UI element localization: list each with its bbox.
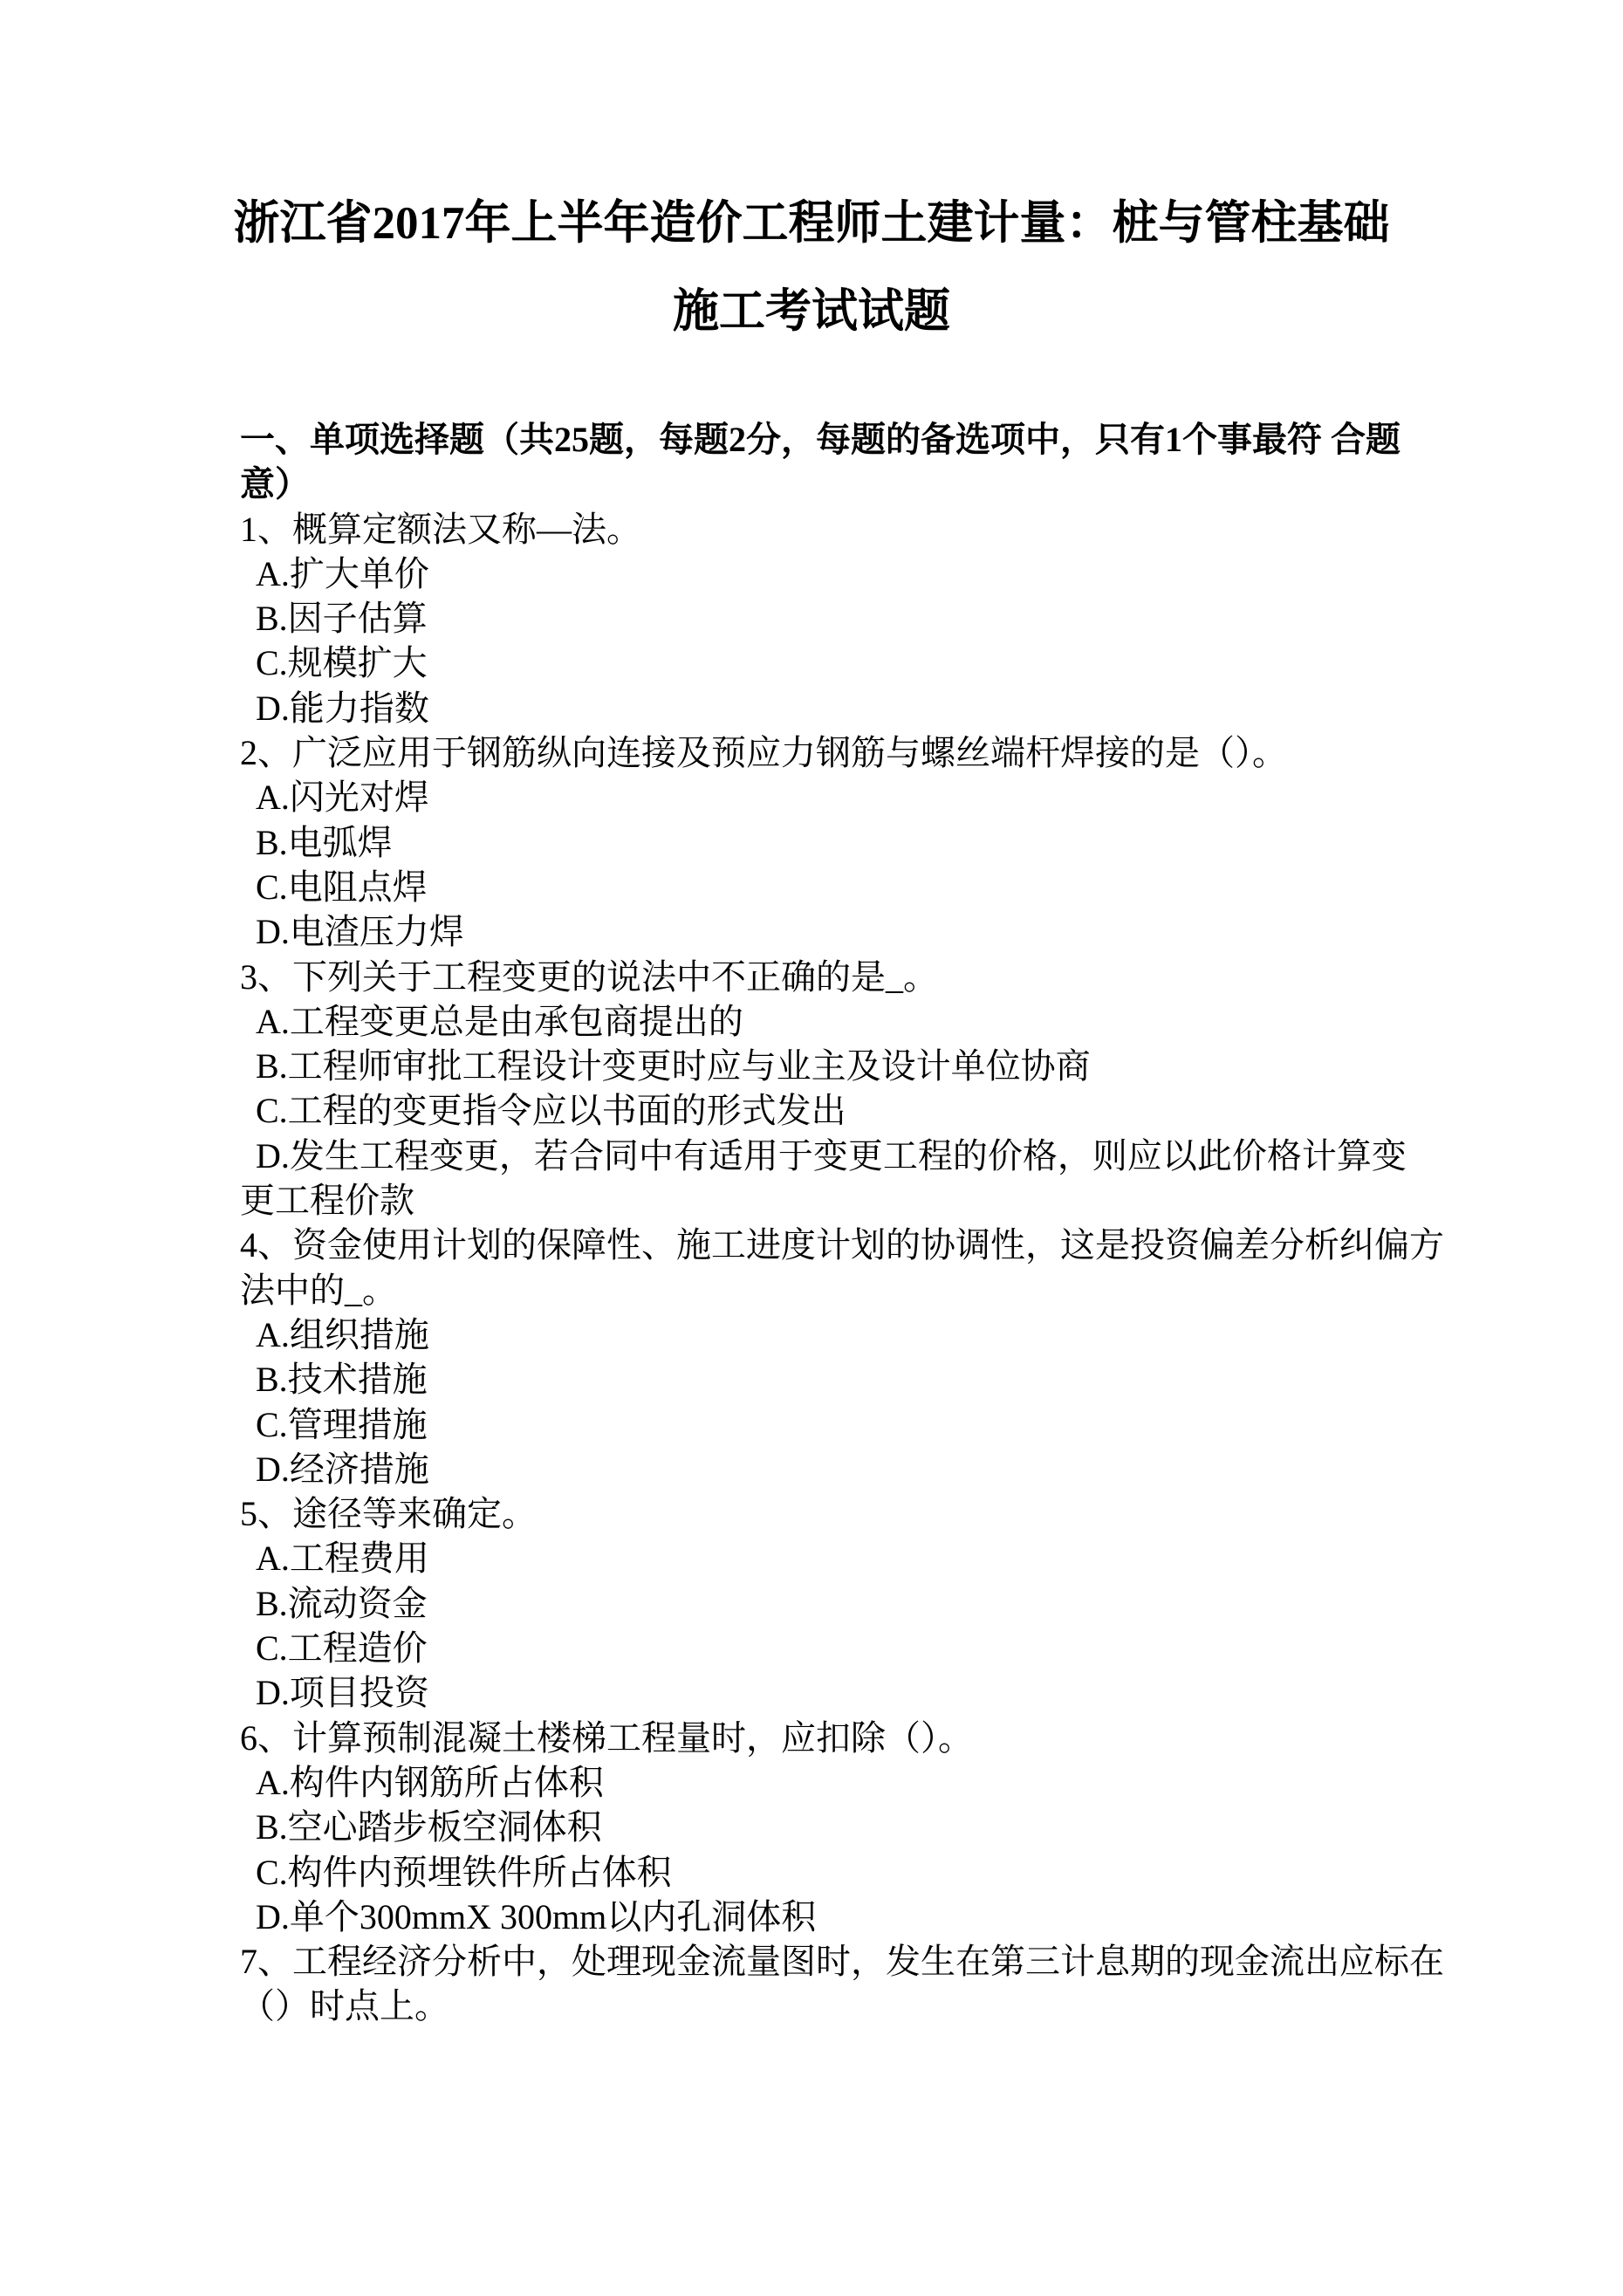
option-line: D.经济措施 — [256, 1449, 429, 1489]
option-line: B.空心踏步板空洞体积 — [256, 1807, 602, 1847]
option-line: C.电阻点焊 — [256, 867, 428, 907]
question-line: 1、概算定额法又称—法。 — [240, 509, 641, 549]
question-line: 3、下列关于工程变更的说法中不正确的是_。 — [240, 956, 938, 997]
section-heading-line: 意） — [240, 464, 310, 504]
option-line: D.能力指数 — [256, 688, 429, 728]
option-line: B.流动资金 — [256, 1583, 428, 1623]
question-line: 6、计算预制混凝土楼梯工程量时，应扣除（）。 — [240, 1717, 973, 1758]
section-heading-line: 一、单项选择题（共25题，每题2分，每题的备选项中，只有1个事最符 合题 — [240, 420, 1400, 459]
option-line: D.电渣压力焊 — [256, 912, 464, 952]
option-line: A.闪光对焊 — [256, 778, 429, 818]
option-line: C.构件内预埋铁件所占体积 — [256, 1852, 672, 1892]
document-body — [240, 417, 1444, 2029]
continuation-line: 更工程价款 — [240, 1181, 414, 1221]
option-line: C.工程的变更指令应以书面的形式发出 — [256, 1091, 846, 1131]
question-line: 7、工程经济分析中，处理现金流量图时，发生在第三计息期的现金流出应标在 — [240, 1942, 1444, 1982]
document-title — [0, 180, 1623, 356]
option-line: D.项目投资 — [256, 1673, 429, 1713]
option-line: A.扩大单价 — [256, 553, 429, 593]
option-line: B.因子估算 — [256, 599, 428, 639]
question-line: 4、资金使用计划的保障性、施工进度计划的协调性，这是投资偏差分析纠偏方 — [240, 1225, 1444, 1265]
option-line: C.规模扩大 — [256, 643, 428, 683]
question-line: 2、广泛应用于钢筋纵向连接及预应力钢筋与螺丝端杆焊接的是（）。 — [240, 733, 1287, 773]
option-line: B.技术措施 — [256, 1360, 428, 1400]
option-line: C.管理措施 — [256, 1404, 428, 1444]
option-line: A.构件内钢筋所占体积 — [256, 1762, 604, 1802]
option-line: D.单个300mmX 300mm以内孔洞体积 — [256, 1896, 817, 1936]
continuation-line: 法中的_。 — [240, 1270, 397, 1310]
title-line-1: 浙江省2017年上半年造价工程师土建计量：桩与管柱基础 — [233, 198, 1390, 249]
continuation-line: （）时点上。 — [240, 1986, 449, 2026]
title-line-2: 施工考试试题 — [673, 286, 950, 337]
option-line: D.发生工程变更，若合同中有适用于变更工程的价格，则应以此价格计算变 — [256, 1135, 1407, 1175]
option-line: C.工程造价 — [256, 1628, 428, 1669]
option-line: A.工程费用 — [256, 1539, 429, 1579]
option-line: B.工程师审批工程设计变更时应与业主及设计单位协商 — [256, 1046, 1091, 1086]
option-line: A.工程变更总是由承包商提出的 — [256, 1001, 743, 1041]
question-line: 5、途径等来确定。 — [240, 1494, 537, 1534]
option-line: A.组织措施 — [256, 1314, 429, 1354]
option-line: B.电弧焊 — [256, 822, 393, 862]
